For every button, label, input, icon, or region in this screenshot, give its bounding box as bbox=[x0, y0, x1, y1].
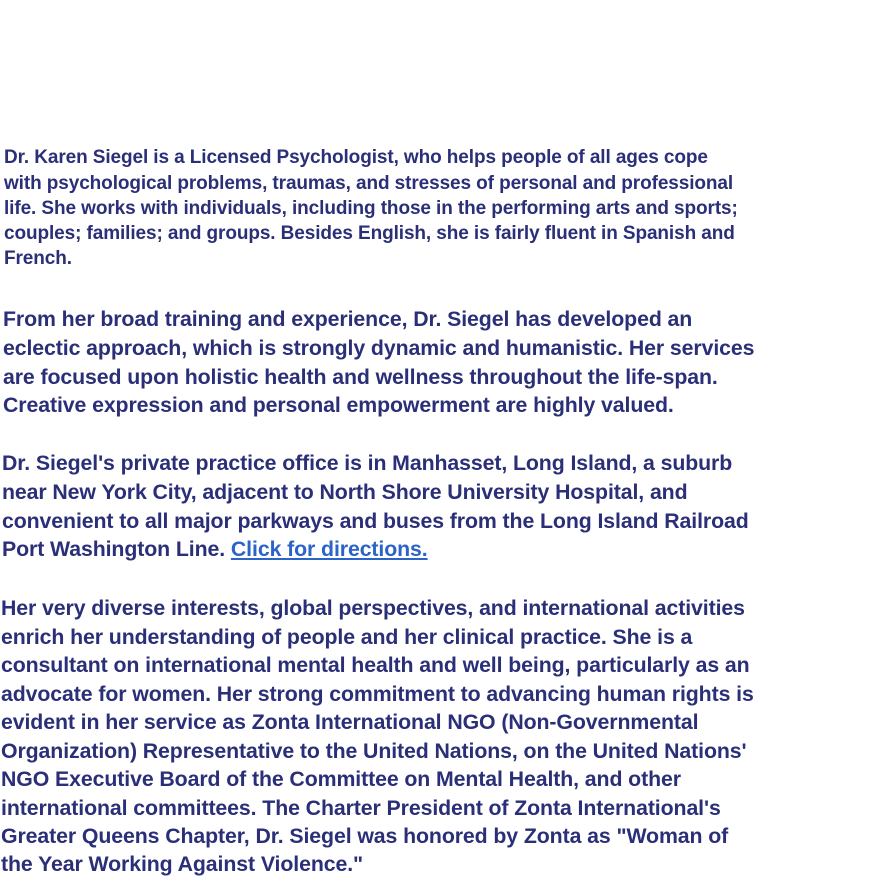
interests-line: evident in her service as Zonta International NGO (Non-Governmental bbox=[1, 710, 699, 734]
approach-line: are focused upon holistic health and wellness throughout the life-span. bbox=[3, 365, 718, 389]
intro-line: couples; families; and groups. Besides English, she is fairly fluent in Spanish and bbox=[4, 223, 735, 244]
intro-line: French. bbox=[4, 248, 72, 269]
intro-line: Dr. Karen Siegel is a Licensed Psychologist, who helps people of all ages cope bbox=[4, 147, 708, 168]
interests-line: advocate for women. Her strong commitment to advancing human rights is bbox=[1, 682, 754, 706]
interests-line: the Year Working Against Violence." bbox=[1, 852, 364, 876]
intro-line: with psychological problems, traumas, and stresses of personal and professional bbox=[4, 173, 734, 194]
interests-line: Organization) Representative to the United Nations, on the United Nations' bbox=[1, 739, 747, 763]
approach-line: From her broad training and experience, Dr. Siegel has developed an bbox=[3, 307, 693, 331]
office-line: convenient to all major parkways and buses from the Long Island Railroad bbox=[2, 509, 749, 533]
intro-line: life. She works with individuals, including those in the performing arts and sports; bbox=[4, 198, 738, 219]
interests-line: enrich her understanding of people and her clinical practice. She is a bbox=[1, 625, 693, 649]
office-line: Port Washington Line. bbox=[2, 537, 226, 561]
interests-line: NGO Executive Board of the Committee on Mental Health, and other bbox=[1, 767, 681, 791]
approach-line: eclectic approach, which is strongly dynamic and humanistic. Her services bbox=[3, 336, 755, 360]
interests-line: consultant on international mental health and well being, particularly as an bbox=[1, 653, 750, 677]
office-last-line bbox=[2, 537, 428, 562]
approach-line: Creative expression and personal empowerment are highly valued. bbox=[3, 393, 674, 417]
office-line: near New York City, adjacent to North Shore University Hospital, and bbox=[2, 480, 688, 504]
office-line: Dr. Siegel's private practice office is in Manhasset, Long Island, a suburb bbox=[2, 451, 733, 475]
interests-line: international committees. The Charter President of Zonta International's bbox=[1, 796, 721, 820]
interests-line: Her very diverse interests, global perspectives, and international activities bbox=[1, 596, 745, 620]
directions-link[interactable]: Click for directions. bbox=[230, 537, 428, 561]
interests-line: Greater Queens Chapter, Dr. Siegel was honored by Zonta as "Woman of bbox=[1, 824, 729, 848]
